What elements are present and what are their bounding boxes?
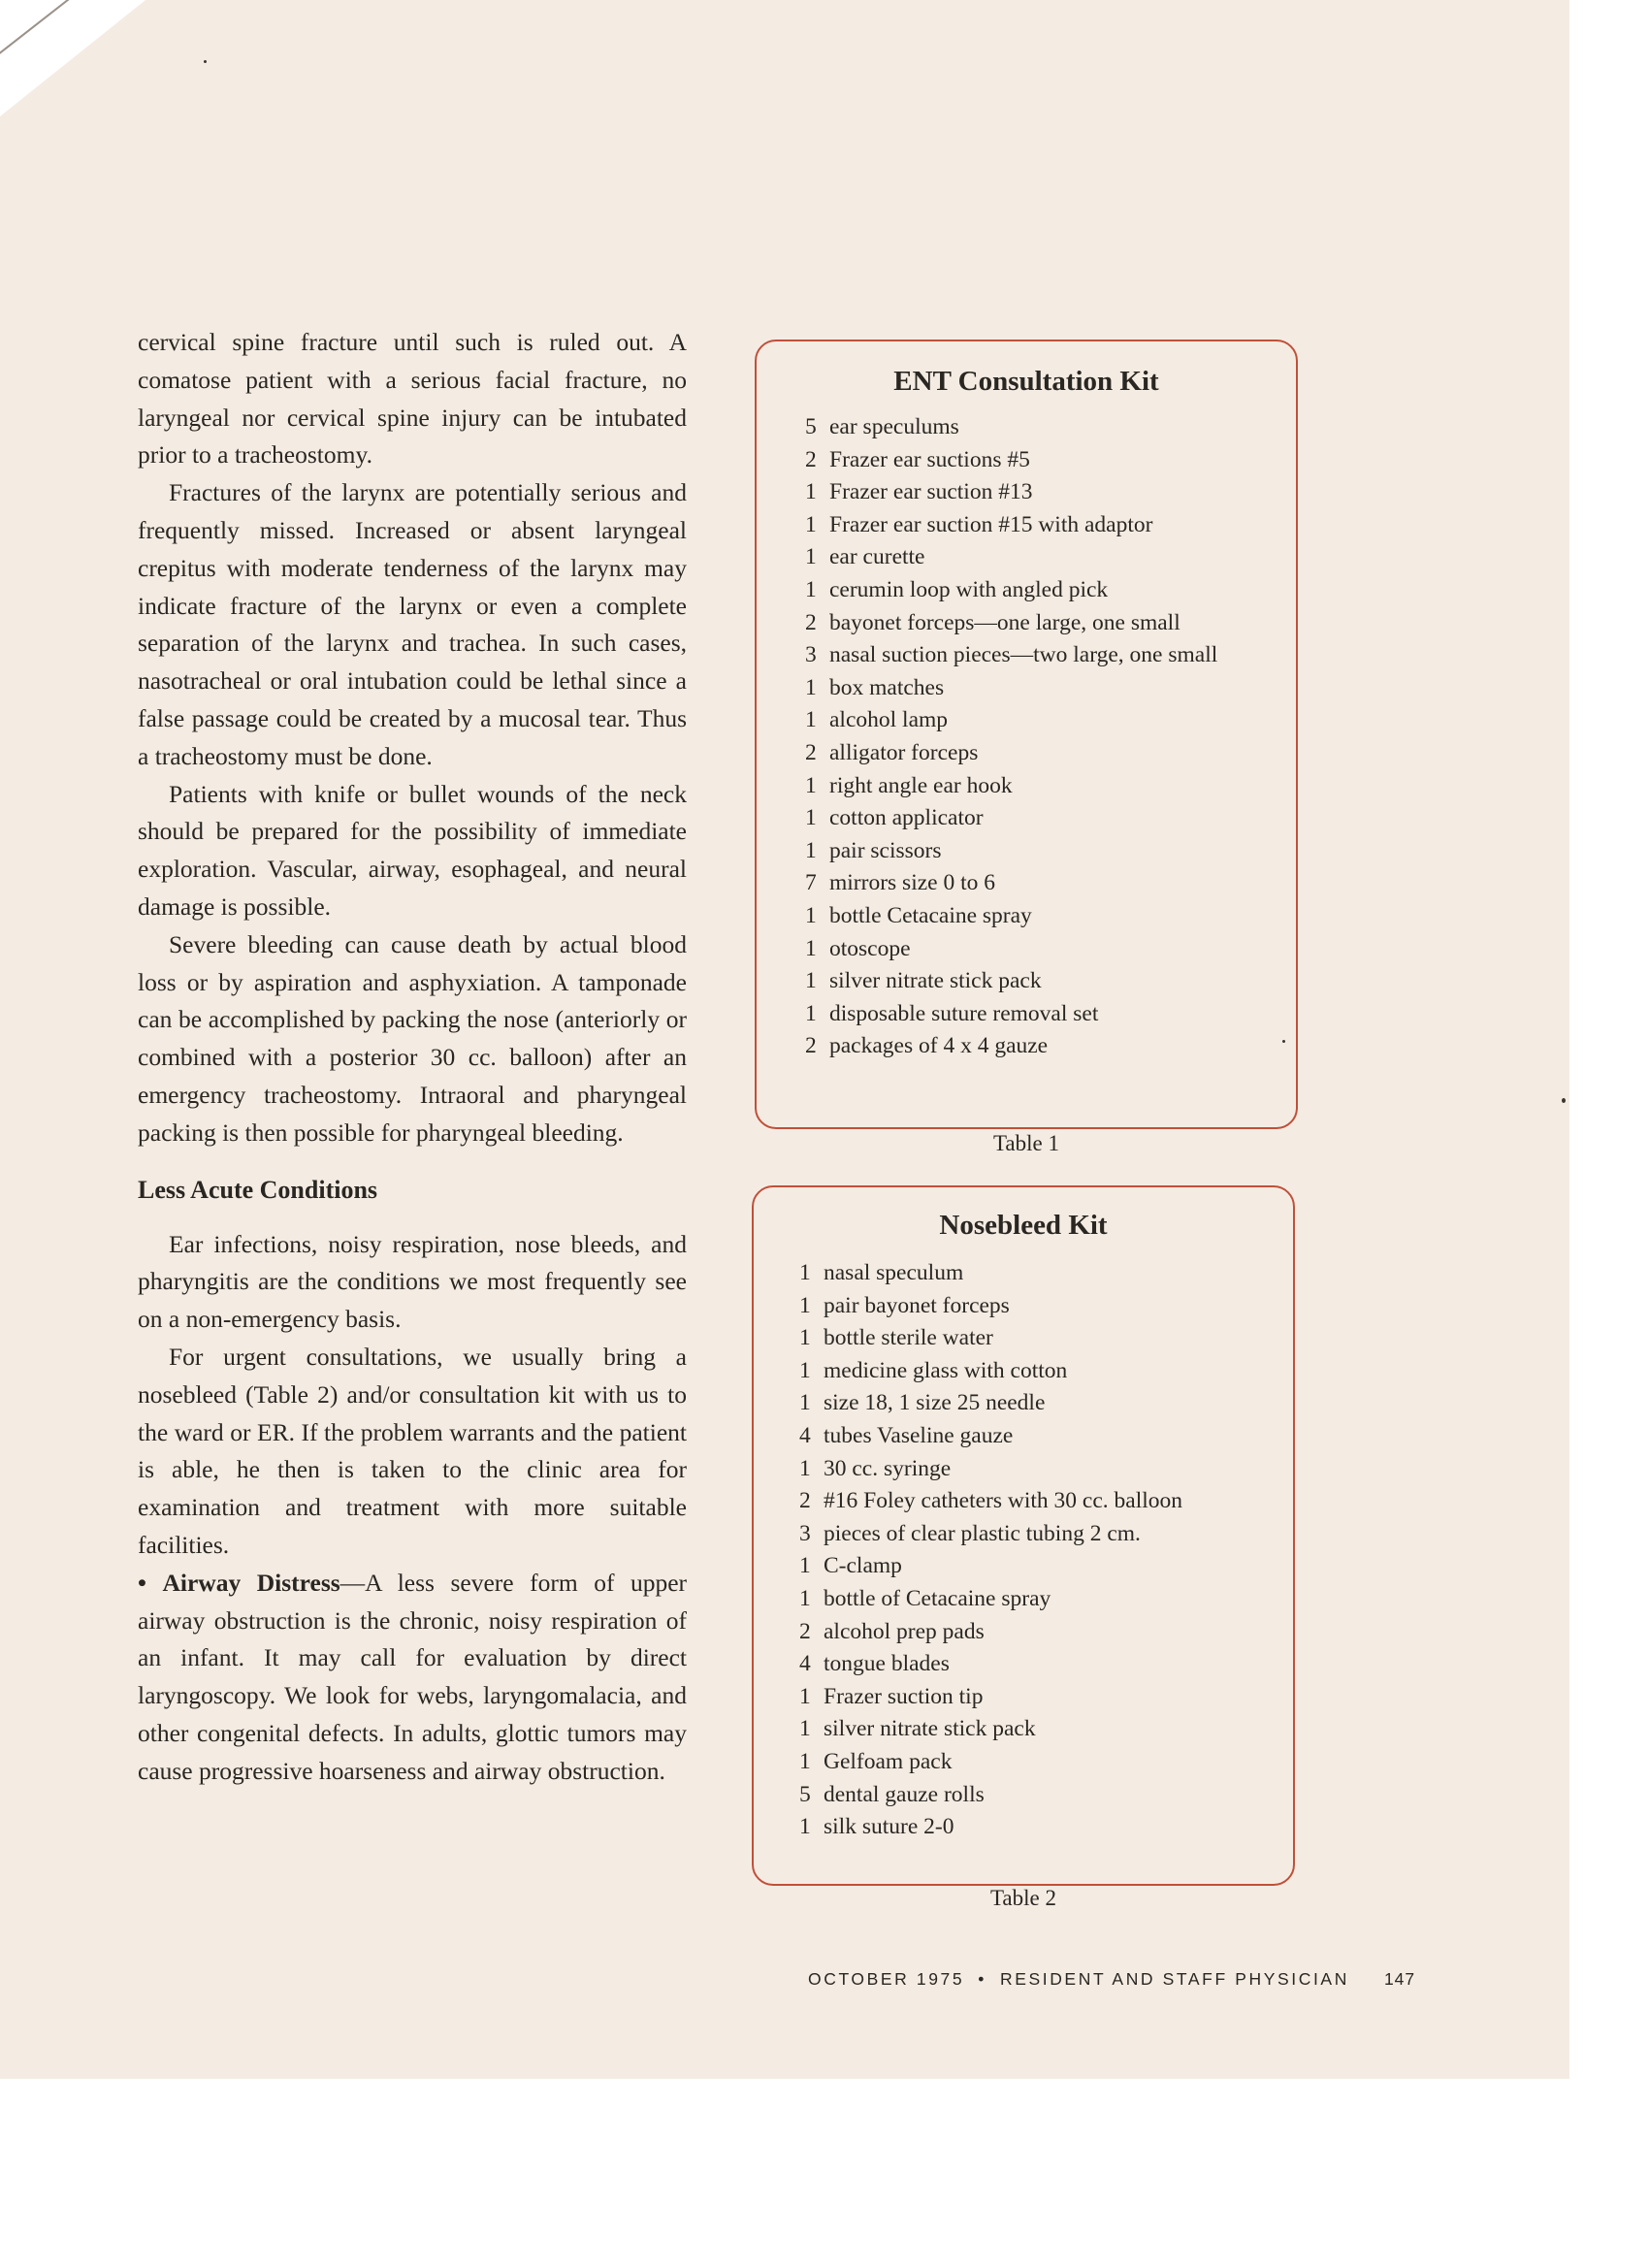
table1-item-quantity: 1	[805, 935, 817, 961]
table2-item	[799, 1779, 1293, 1812]
table1-item-quantity: 5	[805, 414, 817, 439]
table1-item-description: Frazer ear suction #13	[829, 479, 1033, 505]
table1-item-quantity: 1	[805, 511, 817, 537]
table2-item	[799, 1811, 1293, 1844]
table1-item-description: silver nitrate stick pack	[829, 968, 1042, 994]
table1-item-quantity: 1	[805, 772, 817, 798]
section-heading-less-acute: Less Acute Conditions	[138, 1175, 378, 1204]
table1-item	[805, 476, 1296, 509]
table2-item-quantity: 1	[799, 1716, 811, 1742]
table2-item-description: #16 Foley catheters with 30 cc. balloon	[824, 1488, 1183, 1514]
bullet-icon: •	[138, 1568, 146, 1597]
table2-item	[799, 1518, 1293, 1551]
table1-item-description: Frazer ear suctions #5	[829, 446, 1030, 472]
table1-item-description: otoscope	[829, 935, 911, 961]
table2-caption: Table 2	[989, 1886, 1056, 1910]
table1-item-description: Frazer ear suction #15 with adaptor	[829, 511, 1153, 537]
table1-item-quantity: 1	[805, 968, 817, 994]
table2-item-description: dental gauze rolls	[824, 1781, 985, 1807]
table2-item	[799, 1648, 1293, 1681]
table2-item-description: tubes Vaseline gauze	[824, 1422, 1014, 1448]
table1-item	[805, 835, 1296, 868]
table1-item	[805, 411, 1296, 444]
paragraph-airway-distress	[138, 1565, 687, 1791]
table2-item-quantity: 1	[799, 1455, 811, 1481]
table1-item-quantity: 1	[805, 576, 817, 602]
table1-item	[805, 607, 1296, 640]
table1-item-quantity: 2	[805, 1033, 817, 1059]
table1-item	[805, 965, 1296, 998]
table1-caption: Table 1	[992, 1131, 1059, 1155]
table2-item	[799, 1746, 1293, 1779]
footer-date: OCTOBER 1975	[808, 1969, 965, 1989]
table2-item	[799, 1616, 1293, 1649]
paper-speck	[1282, 1040, 1285, 1043]
table1-item	[805, 541, 1296, 574]
table1-item-description: bayonet forceps—one large, one small	[829, 609, 1180, 635]
table1-item-description: alligator forceps	[829, 739, 979, 765]
table2-item-quantity: 1	[799, 1553, 811, 1579]
table2-item-quantity: 2	[799, 1618, 811, 1644]
table1-item-description: pair scissors	[829, 837, 942, 863]
table2-item-description: size 18, 1 size 25 needle	[824, 1390, 1046, 1416]
table1-item-description: ear curette	[829, 544, 925, 570]
table2-item-quantity: 1	[799, 1683, 811, 1709]
table1-item-quantity: 2	[805, 446, 817, 472]
table1-item-quantity: 3	[805, 642, 817, 668]
table1-item	[805, 672, 1296, 705]
table2-item-description: Gelfoam pack	[824, 1748, 953, 1774]
table1-item	[805, 1030, 1296, 1063]
table1-item-description: cerumin loop with angled pick	[829, 576, 1109, 602]
table1-item-description: nasal suction pieces—two large, one small	[829, 642, 1218, 668]
paragraph-neck-wounds: Patients with knife or bullet wounds of the neck should be prepared for the possibility of immediate exploration. Vascular, airway, esophageal, and neural damage is possible.	[138, 779, 687, 921]
table2-item-quantity: 2	[799, 1488, 811, 1514]
table1-item-quantity: 1	[805, 902, 817, 928]
table1-item-description: cotton applicator	[829, 805, 984, 831]
table2-item-description: silk suture 2-0	[824, 1814, 954, 1840]
table1-item-description: box matches	[829, 674, 945, 700]
table2-item	[799, 1355, 1293, 1388]
table1-item-list	[757, 411, 1296, 1063]
table2-item-description: nasal speculum	[824, 1260, 964, 1285]
table1-item	[805, 509, 1296, 542]
table1-item-quantity: 1	[805, 837, 817, 863]
table1-item	[805, 900, 1296, 933]
table2-item	[799, 1290, 1293, 1323]
article-left-column	[138, 324, 687, 1790]
paper-speck	[204, 60, 207, 63]
table1-item	[805, 737, 1296, 770]
paragraph-ear-infections: Ear infections, noisy respiration, nose bleeds, and pharyngitis are the conditions we most frequently see on a non-emergency basis.	[138, 1229, 687, 1334]
table1-item	[805, 704, 1296, 737]
table1-item-quantity: 1	[805, 544, 817, 570]
table1-item	[805, 639, 1296, 672]
table2-item-quantity: 4	[799, 1651, 811, 1677]
table2-item	[799, 1713, 1293, 1746]
table1-item	[805, 802, 1296, 835]
table1-box	[755, 340, 1298, 1129]
table2-item-description: pieces of clear plastic tubing 2 cm.	[824, 1520, 1141, 1546]
table1-item-description: mirrors size 0 to 6	[829, 870, 995, 896]
table1-item-description: ear speculums	[829, 414, 959, 439]
table1-item-quantity: 7	[805, 870, 817, 896]
table1-item	[805, 574, 1296, 607]
table2-item-description: Frazer suction tip	[824, 1683, 984, 1709]
table2-item-list	[754, 1257, 1293, 1844]
folded-corner	[0, 0, 146, 116]
table1-item-quantity: 1	[805, 479, 817, 505]
table1-item-quantity: 1	[805, 707, 817, 733]
table2-item-quantity: 1	[799, 1585, 811, 1611]
table1-item-quantity: 1	[805, 1000, 817, 1026]
table2-item	[799, 1257, 1293, 1290]
table2-item	[799, 1453, 1293, 1486]
table1-item-description: right angle ear hook	[829, 772, 1013, 798]
table2-item-description: 30 cc. syringe	[824, 1455, 952, 1481]
table1-title: ENT Consultation Kit	[893, 366, 1159, 397]
table1-item-quantity: 2	[805, 739, 817, 765]
bullet-heading-airway-distress: Airway Distress	[162, 1568, 340, 1597]
table2-item-description: bottle sterile water	[824, 1325, 993, 1351]
paragraph-larynx-fractures: Fractures of the larynx are potentially serious and frequently missed. Increased or absent laryngeal crepitus with moderate tenderness of the larynx may indicate fracture of the larynx or even a complete separation of the larynx and trachea. In such cases, nasotracheal or oral intubation could be lethal since a false passage could be created by a mucosal tear. Thus a tracheostomy must be done.	[138, 478, 687, 770]
paragraph-urgent-consultations: For urgent consultations, we usually bring a nosebleed (Table 2) and/or consultation kit with us to the ward or ER. If the problem warrants and the patient is able, he then is taken to the clinic area for examination and treatment with more suitable facilities.	[138, 1342, 687, 1559]
table2-item-quantity: 1	[799, 1292, 811, 1318]
table2-item	[799, 1550, 1293, 1583]
table2-item	[799, 1681, 1293, 1714]
paragraph-cervical-spine: cervical spine fracture until such is ruled out. A comatose patient with a serious facial fracture, no laryngeal nor cervical spine injury can be intubated prior to a tracheostomy.	[138, 328, 687, 470]
table2-item-quantity: 5	[799, 1781, 811, 1807]
table2-item-quantity: 1	[799, 1390, 811, 1416]
paper-speck	[1562, 1098, 1566, 1103]
table1-item	[805, 867, 1296, 900]
table1-item-description: bottle Cetacaine spray	[829, 902, 1032, 928]
page-number: 147	[1383, 1969, 1416, 1989]
table2-item-quantity: 1	[799, 1260, 811, 1285]
table2-item-quantity: 1	[799, 1357, 811, 1383]
table2-item	[799, 1387, 1293, 1420]
table1-item-description: alcohol lamp	[829, 707, 949, 733]
table2-title: Nosebleed Kit	[939, 1210, 1108, 1241]
bullet-text-airway-distress: —A less severe form of upper airway obstruction is the chronic, noisy respiration of an infant. It may call for evaluation by direct laryngoscopy. We look for webs, laryngomalacia, and other congenital defects. In adults, glottic tumors may cause progressive hoarseness and airway obstruction.	[138, 1568, 688, 1785]
table2-item-quantity: 1	[799, 1814, 811, 1840]
table2-item-description: alcohol prep pads	[824, 1618, 985, 1644]
footer-publication: RESIDENT AND STAFF PHYSICIAN	[999, 1969, 1349, 1989]
table1-item-quantity: 1	[805, 674, 817, 700]
page-footer	[808, 1969, 1415, 1990]
table2-item-description: C-clamp	[824, 1553, 902, 1579]
table1-item	[805, 933, 1296, 966]
table2-item-quantity: 1	[799, 1325, 811, 1351]
table1-item-quantity: 2	[805, 609, 817, 635]
table2-item-description: bottle of Cetacaine spray	[824, 1585, 1051, 1611]
table2-item-quantity: 4	[799, 1422, 811, 1448]
footer-separator: •	[978, 1969, 986, 1989]
paragraph-severe-bleeding: Severe bleeding can cause death by actual blood loss or by aspiration and asphyxiation. A tamponade can be accomplished by packing the nose (anteriorly or combined with a posterior 30 cc. balloon) after an emergency tracheostomy. Intraoral and pharyngeal packing is then possible for pharyngeal bleeding.	[138, 929, 687, 1147]
table2-item-description: silver nitrate stick pack	[824, 1716, 1036, 1742]
table2-item-description: medicine glass with cotton	[824, 1357, 1068, 1383]
table2-item-quantity: 1	[799, 1748, 811, 1774]
table2-item	[799, 1420, 1293, 1453]
table1-item	[805, 770, 1296, 803]
table1-item-description: packages of 4 x 4 gauze	[829, 1033, 1049, 1059]
table1-item-quantity: 1	[805, 805, 817, 831]
table2-item-description: tongue blades	[824, 1651, 950, 1677]
table1-item	[805, 444, 1296, 477]
table2-item	[799, 1485, 1293, 1518]
table2-box	[752, 1185, 1295, 1886]
table2-item	[799, 1583, 1293, 1616]
table2-item-description: pair bayonet forceps	[824, 1292, 1010, 1318]
table2-item-quantity: 3	[799, 1520, 811, 1546]
table2-item	[799, 1322, 1293, 1355]
table1-item-description: disposable suture removal set	[829, 1000, 1099, 1026]
table1-item	[805, 998, 1296, 1031]
